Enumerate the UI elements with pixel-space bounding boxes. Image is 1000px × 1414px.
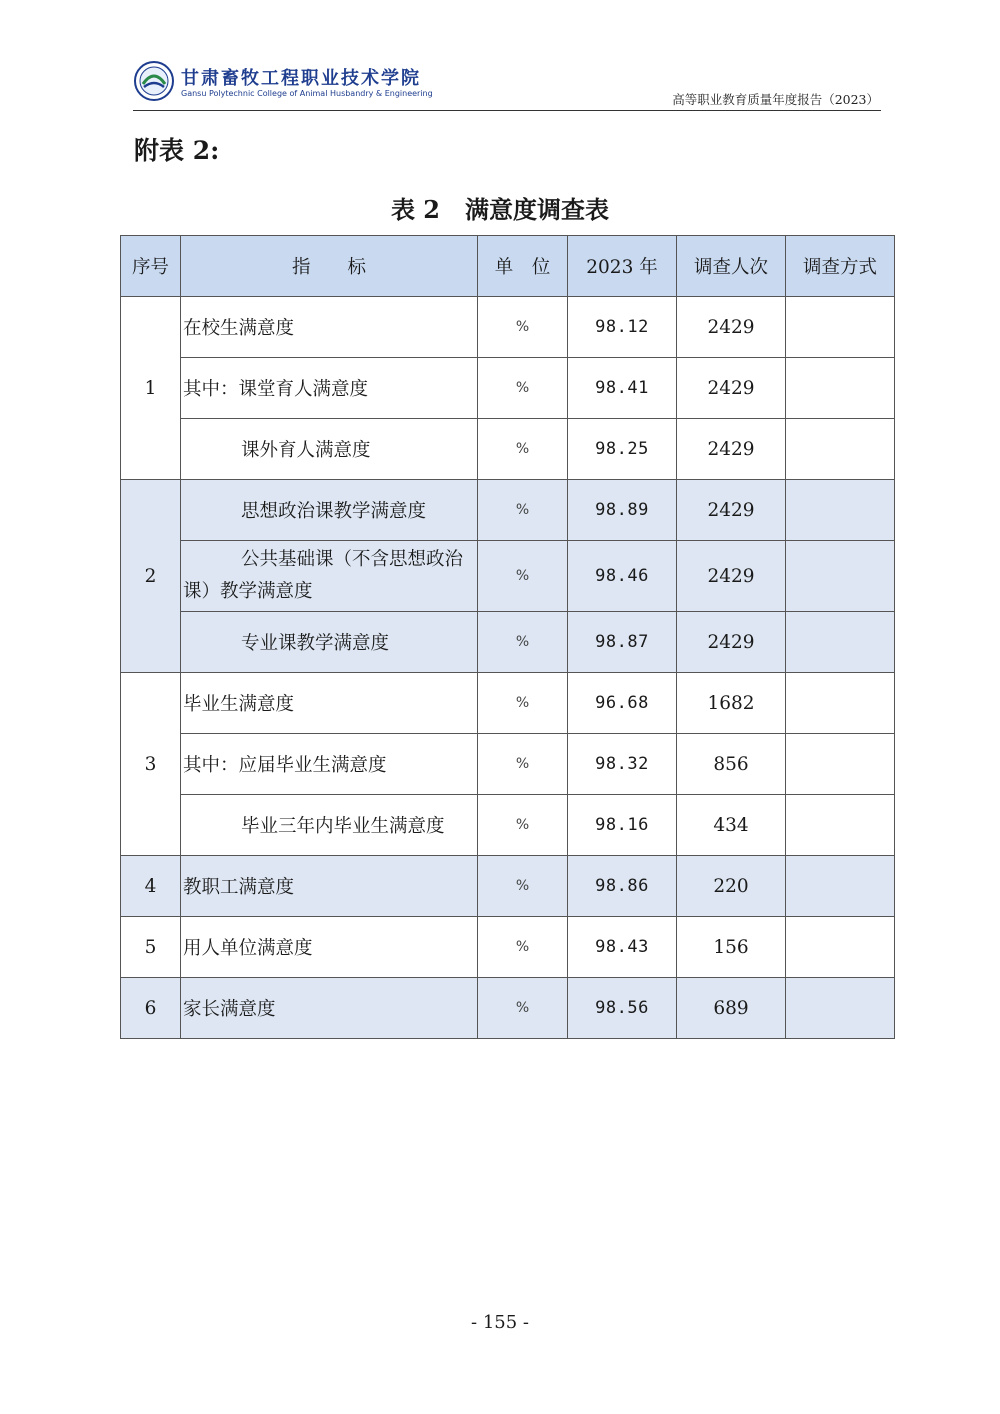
indicator-cell: 家长满意度 <box>181 978 478 1039</box>
header-cell: 序号 <box>121 236 181 297</box>
value-cell: 98.43 <box>568 917 677 978</box>
unit-cell: % <box>478 978 568 1039</box>
count-cell: 2429 <box>677 612 786 673</box>
indicator-cell: 在校生满意度 <box>181 297 478 358</box>
method-cell <box>786 358 895 419</box>
row-number: 2 <box>121 480 181 673</box>
indicator-cell <box>181 541 478 612</box>
table-row <box>121 297 895 358</box>
header-cell: 单 位 <box>478 236 568 297</box>
value-cell: 96.68 <box>568 673 677 734</box>
row-number: 5 <box>121 917 181 978</box>
method-cell <box>786 734 895 795</box>
count-cell: 2429 <box>677 358 786 419</box>
header-cell: 调查人次 <box>677 236 786 297</box>
unit-cell: % <box>478 917 568 978</box>
indicator-line: 课）教学满意度 <box>183 581 313 602</box>
count-cell: 2429 <box>677 297 786 358</box>
method-cell <box>786 978 895 1039</box>
table-row <box>121 419 895 480</box>
method-cell <box>786 541 895 612</box>
value-cell: 98.56 <box>568 978 677 1039</box>
page-header <box>133 58 881 111</box>
count-cell: 689 <box>677 978 786 1039</box>
appendix-label: 附表 2: <box>134 136 220 165</box>
method-cell <box>786 612 895 673</box>
unit-cell: % <box>478 734 568 795</box>
unit-cell: % <box>478 297 568 358</box>
count-cell: 220 <box>677 856 786 917</box>
indicator-cell: 思想政治课教学满意度 <box>181 480 478 541</box>
method-cell <box>786 917 895 978</box>
row-number: 3 <box>121 673 181 856</box>
row-number: 6 <box>121 978 181 1039</box>
count-cell: 2429 <box>677 480 786 541</box>
method-cell <box>786 480 895 541</box>
table-row <box>121 856 895 917</box>
table-header-row <box>121 236 895 297</box>
value-cell: 98.16 <box>568 795 677 856</box>
header-cell: 调查方式 <box>786 236 895 297</box>
count-cell: 434 <box>677 795 786 856</box>
value-cell: 98.32 <box>568 734 677 795</box>
indicator-line: 公共基础课（不含思想政治 <box>241 549 464 570</box>
value-cell: 98.87 <box>568 612 677 673</box>
value-cell: 98.25 <box>568 419 677 480</box>
method-cell <box>786 795 895 856</box>
unit-cell: % <box>478 856 568 917</box>
indicator-cell: 其中：应届毕业生满意度 <box>181 734 478 795</box>
indicator-cell: 用人单位满意度 <box>181 917 478 978</box>
school-name-en: Gansu Polytechnic College of Animal Husbandry & Engineering <box>181 89 433 98</box>
unit-cell: % <box>478 795 568 856</box>
table-row <box>121 795 895 856</box>
indicator-cell: 专业课教学满意度 <box>181 612 478 673</box>
value-cell: 98.89 <box>568 480 677 541</box>
indicator-cell: 教职工满意度 <box>181 856 478 917</box>
method-cell <box>786 419 895 480</box>
page-number: - 155 - <box>471 1312 529 1333</box>
method-cell <box>786 856 895 917</box>
school-name-cn: 甘肃畜牧工程职业技术学院 <box>181 68 421 89</box>
unit-cell: % <box>478 541 568 612</box>
unit-cell: % <box>478 358 568 419</box>
value-cell: 98.46 <box>568 541 677 612</box>
satisfaction-table <box>120 235 895 1039</box>
method-cell <box>786 297 895 358</box>
value-cell: 98.86 <box>568 856 677 917</box>
table-row <box>121 358 895 419</box>
unit-cell: % <box>478 673 568 734</box>
indicator-cell: 课外育人满意度 <box>181 419 478 480</box>
value-cell: 98.12 <box>568 297 677 358</box>
count-cell: 2429 <box>677 541 786 612</box>
college-logo-icon <box>133 60 175 102</box>
unit-cell: % <box>478 419 568 480</box>
value-cell: 98.41 <box>568 358 677 419</box>
count-cell: 2429 <box>677 419 786 480</box>
row-number: 1 <box>121 297 181 480</box>
method-cell <box>786 673 895 734</box>
indicator-cell: 其中：课堂育人满意度 <box>181 358 478 419</box>
table-row <box>121 480 895 541</box>
unit-cell: % <box>478 480 568 541</box>
header-cell: 2023 年 <box>568 236 677 297</box>
table-row <box>121 734 895 795</box>
report-title: 高等职业教育质量年度报告（2023） <box>672 92 879 107</box>
table-row <box>121 917 895 978</box>
header-cell: 指 标 <box>181 236 478 297</box>
count-cell: 1682 <box>677 673 786 734</box>
table-row <box>121 541 895 612</box>
table-row <box>121 612 895 673</box>
row-number: 4 <box>121 856 181 917</box>
count-cell: 156 <box>677 917 786 978</box>
indicator-cell: 毕业三年内毕业生满意度 <box>181 795 478 856</box>
count-cell: 856 <box>677 734 786 795</box>
table-row <box>121 978 895 1039</box>
indicator-cell: 毕业生满意度 <box>181 673 478 734</box>
table-row <box>121 673 895 734</box>
table-caption: 表 2 满意度调查表 <box>390 195 610 224</box>
unit-cell: % <box>478 612 568 673</box>
